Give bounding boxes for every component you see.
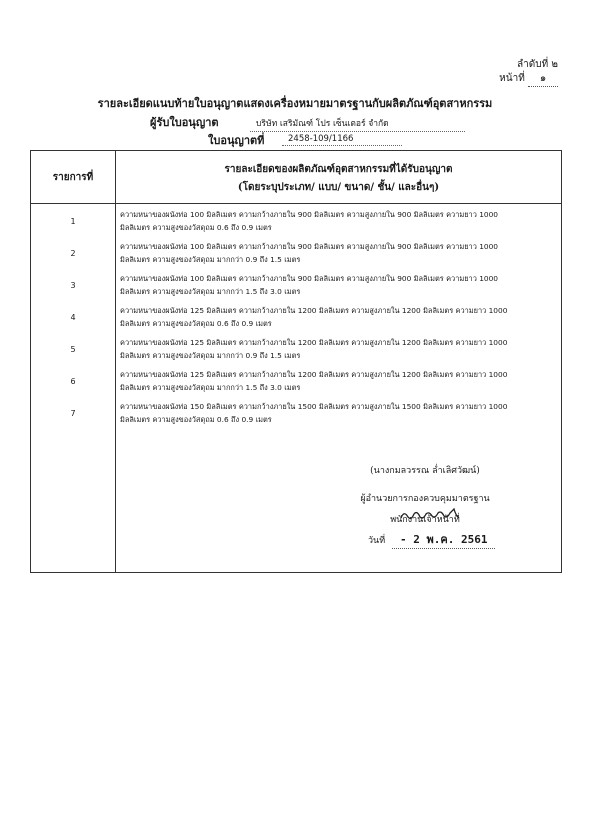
- licensee-value: บริษัท เสริมัณฑ์ โปร เซ็นเตอร์ จำกัด: [250, 116, 465, 132]
- list-item: [120, 368, 560, 394]
- signatory-role: พนักงานเจ้าหน้าที่: [390, 515, 460, 525]
- list-item: [120, 240, 560, 266]
- sequence-block: [499, 58, 558, 87]
- date-label: วันที่: [368, 536, 386, 546]
- licensee-label: ผู้รับใบอนุญาต: [150, 116, 219, 129]
- item-line2: มิลลิเมตร ความสูงของวัสดุถม มากกว่า 0.9 ถึง 1.5 เมตร: [120, 255, 301, 264]
- col-details-header-line1: รายละเอียดของผลิตภัณฑ์อุตสาหกรรมที่ได้รับอนุญาต: [224, 164, 453, 175]
- list-item: [120, 336, 560, 362]
- item-number: 3: [70, 281, 76, 290]
- list-item: [120, 304, 560, 330]
- license-number-value: 2458-109/1166: [282, 134, 402, 146]
- item-line2: มิลลิเมตร ความสูงของวัสดุถม 0.6 ถึง 0.9 เมตร: [120, 223, 272, 232]
- item-number: 5: [70, 345, 76, 354]
- signature-date-row: [368, 530, 495, 549]
- col-details-header-line2: (โดยระบุประเภท/ แบบ/ ขนาด/ ชั้น/ และอื่นๆ): [237, 182, 440, 193]
- list-item: [120, 400, 560, 426]
- item-line1: ความหนาของผนังท่อ 125 มิลลิเมตร ความกว้างภายใน 1200 มิลลิเมตร ความสูงภายใน 1200 มิลลิเมตร ความยาว 1000: [120, 370, 508, 379]
- license-number-label: ใบอนุญาตที่: [208, 134, 265, 147]
- item-line1: ความหนาของผนังท่อ 100 มิลลิเมตร ความกว้างภายใน 900 มิลลิเมตร ความสูงภายใน 900 มิลลิเมตร ความยาว 1000: [120, 210, 499, 219]
- item-line1: ความหนาของผนังท่อ 100 มิลลิเมตร ความกว้างภายใน 900 มิลลิเมตร ความสูงภายใน 900 มิลลิเมตร ความยาว 1000: [120, 242, 499, 251]
- item-line1: ความหนาของผนังท่อ 100 มิลลิเมตร ความกว้างภายใน 900 มิลลิเมตร ความสูงภายใน 900 มิลลิเมตร ความยาว 1000: [120, 274, 499, 283]
- table-header-row: [31, 151, 562, 204]
- item-number: 7: [70, 409, 76, 418]
- item-line1: ความหนาของผนังท่อ 125 มิลลิเมตร ความกว้างภายใน 1200 มิลลิเมตร ความสูงภายใน 1200 มิลลิเมตร ความยาว 1000: [120, 306, 508, 315]
- item-number: 6: [70, 377, 76, 386]
- sequence-label: ลำดับที่ ๒: [517, 59, 558, 70]
- item-line1: ความหนาของผนังท่อ 125 มิลลิเมตร ความกว้างภายใน 1200 มิลลิเมตร ความสูงภายใน 1200 มิลลิเมตร ความยาว 1000: [120, 338, 508, 347]
- page-number: ๑: [528, 72, 558, 87]
- item-line2: มิลลิเมตร ความสูงของวัสดุถม มากกว่า 0.9 ถึง 1.5 เมตร: [120, 351, 301, 360]
- col-item-header: รายการที่: [31, 151, 116, 204]
- list-item: [120, 272, 560, 298]
- signatory-name: (นางกมลวรรณ ล่ำเลิศวัฒน์): [370, 466, 480, 476]
- signatory-position: ผู้อำนวยการกองควบคุมมาตรฐาน: [360, 494, 490, 504]
- product-details-table: [30, 150, 562, 573]
- date-stamp: - 2 พ.ค. 2561: [392, 530, 495, 549]
- page-label: หน้าที่: [499, 73, 525, 84]
- page-number-row: [499, 72, 558, 87]
- item-line2: มิลลิเมตร ความสูงของวัสดุถม 0.6 ถึง 0.9 เมตร: [120, 319, 272, 328]
- item-number: 1: [70, 217, 76, 226]
- item-number: 2: [70, 249, 76, 258]
- item-number: 4: [70, 313, 76, 322]
- item-line2: มิลลิเมตร ความสูงของวัสดุถม 0.6 ถึง 0.9 เมตร: [120, 415, 272, 424]
- document-title: รายละเอียดแนบท้ายใบอนุญาตแสดงเครื่องหมายมาตรฐานกับผลิตภัณฑ์อุตสาหกรรม: [97, 97, 493, 110]
- col-details-header: [116, 151, 562, 204]
- item-number-column: [31, 204, 116, 573]
- item-line1: ความหนาของผนังท่อ 150 มิลลิเมตร ความกว้างภายใน 1500 มิลลิเมตร ความสูงภายใน 1500 มิลลิเมตร ความยาว 1000: [120, 402, 508, 411]
- item-line2: มิลลิเมตร ความสูงของวัสดุถม มากกว่า 1.5 ถึง 3.0 เมตร: [120, 383, 301, 392]
- item-line2: มิลลิเมตร ความสูงของวัสดุถม มากกว่า 1.5 ถึง 3.0 เมตร: [120, 287, 301, 296]
- list-item: [120, 208, 560, 234]
